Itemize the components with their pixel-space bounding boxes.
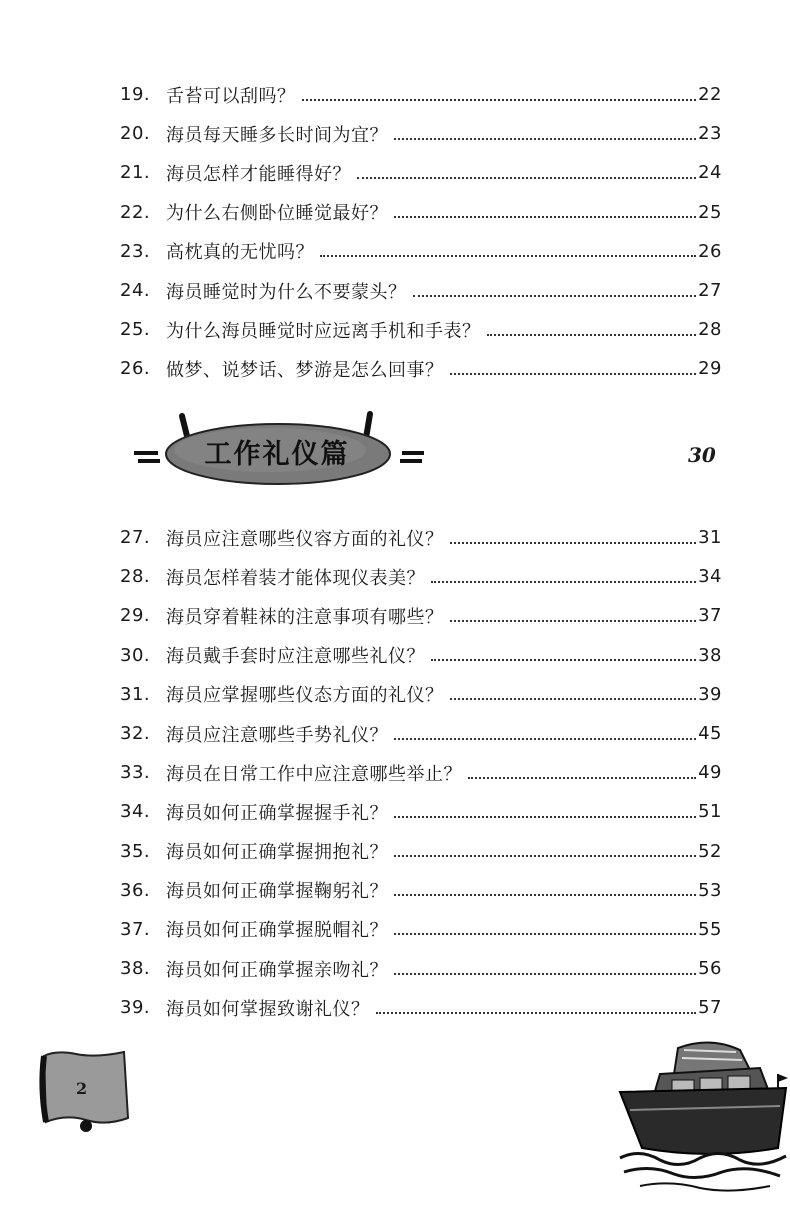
toc-entry-title: 海员睡觉时为什么不要蒙头？ <box>166 281 407 303</box>
toc-entry-number: 37. <box>120 918 151 940</box>
toc-entry-page: 38 <box>698 644 722 666</box>
toc-entry-page: 53 <box>698 879 722 901</box>
section-page-number: 30 <box>688 443 716 467</box>
toc-entry[interactable] <box>120 714 722 753</box>
page-number: 2 <box>76 1079 88 1098</box>
toc-entry[interactable] <box>120 310 722 349</box>
toc-entry-title: 海员怎样才能睡得好？ <box>166 163 351 185</box>
toc-entry-number: 38. <box>120 958 151 980</box>
toc-entry-title: 海员如何正确掌握握手礼？ <box>166 802 388 824</box>
toc-entry[interactable] <box>120 114 722 153</box>
toc-list-top <box>120 75 722 389</box>
toc-entry[interactable] <box>120 596 722 635</box>
dot-leader <box>413 295 697 297</box>
dot-leader <box>431 581 696 583</box>
toc-entry-title: 海员如何正确掌握鞠躬礼？ <box>166 881 388 903</box>
toc-entry-title: 舌苔可以刮吗？ <box>166 85 296 107</box>
toc-entry-page: 27 <box>698 280 722 302</box>
dot-leader <box>394 855 696 857</box>
toc-entry[interactable] <box>120 193 722 232</box>
toc-entry-page: 23 <box>698 123 722 145</box>
toc-entry-page: 49 <box>698 762 722 784</box>
toc-entry-page: 26 <box>698 240 722 262</box>
dot-leader <box>394 933 696 935</box>
toc-entry[interactable] <box>120 153 722 192</box>
boat-icon <box>600 1030 790 1205</box>
toc-entry-number: 20. <box>120 123 151 145</box>
toc-entry-title: 海员应注意哪些手势礼仪？ <box>166 724 388 746</box>
dot-leader <box>376 1012 697 1014</box>
toc-entry-page: 51 <box>698 801 722 823</box>
toc-entry-title: 高枕真的无忧吗？ <box>166 242 314 264</box>
dot-leader <box>394 816 696 818</box>
toc-entry-number: 26. <box>120 358 151 380</box>
toc-entry[interactable] <box>120 636 722 675</box>
toc-entry-title: 海员如何掌握致谢礼仪？ <box>166 998 370 1020</box>
toc-entry[interactable] <box>120 910 722 949</box>
toc-entry-title: 海员怎样着装才能体现仪表美？ <box>166 567 425 589</box>
dot-leader <box>487 334 697 336</box>
toc-entry[interactable] <box>120 518 722 557</box>
toc-entry-title: 海员如何正确掌握脱帽礼？ <box>166 920 388 942</box>
toc-entry[interactable] <box>120 557 722 596</box>
dot-leader <box>320 255 696 257</box>
toc-entry[interactable] <box>120 988 722 1027</box>
toc-entry-title: 海员如何正确掌握拥抱礼？ <box>166 842 388 864</box>
boat-illustration <box>600 1030 790 1205</box>
toc-entry-title: 海员戴手套时应注意哪些礼仪？ <box>166 646 425 668</box>
toc-entry-page: 52 <box>698 840 722 862</box>
dot-leader <box>394 973 696 975</box>
toc-entry-title: 为什么海员睡觉时应远离手机和手表？ <box>166 320 481 342</box>
section-title: 工作礼仪篇 <box>204 439 350 470</box>
dot-leader <box>431 659 696 661</box>
toc-entry-number: 23. <box>120 240 151 262</box>
toc-entry[interactable] <box>120 232 722 271</box>
toc-entry-number: 33. <box>120 762 151 784</box>
dot-leader <box>357 177 696 179</box>
toc-entry-title: 海员在日常工作中应注意哪些举止？ <box>166 763 462 785</box>
toc-entry-number: 25. <box>120 319 151 341</box>
toc-entry-number: 24. <box>120 280 151 302</box>
toc-entry-page: 29 <box>698 358 722 380</box>
toc-entry-page: 39 <box>698 683 722 705</box>
toc-entry-number: 34. <box>120 801 151 823</box>
toc-entry-page: 56 <box>698 958 722 980</box>
dot-leader <box>394 894 696 896</box>
dot-leader <box>450 373 697 375</box>
toc-entry-page: 57 <box>698 997 722 1019</box>
toc-entry-number: 29. <box>120 605 151 627</box>
toc-entry-title: 海员应注意哪些仪容方面的礼仪？ <box>166 528 444 550</box>
toc-entry[interactable] <box>120 753 722 792</box>
toc-entry-page: 22 <box>698 84 722 106</box>
toc-entry-number: 31. <box>120 683 151 705</box>
toc-entry[interactable] <box>120 792 722 831</box>
toc-entry-number: 39. <box>120 997 151 1019</box>
toc-entry-page: 24 <box>698 162 722 184</box>
dot-leader <box>394 738 696 740</box>
toc-list-bottom <box>120 518 722 1027</box>
toc-entry-page: 31 <box>698 527 722 549</box>
toc-entry-title: 海员如何正确掌握亲吻礼？ <box>166 959 388 981</box>
toc-entry-page: 34 <box>698 566 722 588</box>
toc-entry-number: 35. <box>120 840 151 862</box>
toc-entry-number: 28. <box>120 566 151 588</box>
dot-leader <box>302 99 697 101</box>
dot-leader <box>394 138 696 140</box>
toc-entry[interactable] <box>120 75 722 114</box>
toc-entry-page: 45 <box>698 723 722 745</box>
dot-leader <box>450 698 697 700</box>
toc-entry[interactable] <box>120 949 722 988</box>
toc-entry-page: 55 <box>698 918 722 940</box>
toc-entry-number: 22. <box>120 201 151 223</box>
dot-leader <box>450 542 697 544</box>
toc-entry-number: 27. <box>120 527 151 549</box>
dot-leader <box>394 216 696 218</box>
dot-leader <box>468 777 696 779</box>
toc-entry[interactable] <box>120 349 722 388</box>
section-banner <box>130 408 430 498</box>
toc-entry-number: 30. <box>120 644 151 666</box>
toc-entry-title: 海员应掌握哪些仪态方面的礼仪？ <box>166 685 444 707</box>
toc-entry-number: 32. <box>120 723 151 745</box>
dot-leader <box>450 620 697 622</box>
toc-entry[interactable] <box>120 675 722 714</box>
toc-entry-page: 37 <box>698 605 722 627</box>
toc-entry[interactable] <box>120 271 722 310</box>
toc-entry-title: 海员穿着鞋袜的注意事项有哪些？ <box>166 606 444 628</box>
toc-entry[interactable] <box>120 832 722 871</box>
toc-entry-number: 19. <box>120 84 151 106</box>
toc-entry[interactable] <box>120 871 722 910</box>
toc-entry-number: 36. <box>120 879 151 901</box>
toc-entry-page: 28 <box>698 319 722 341</box>
toc-entry-title: 海员每天睡多长时间为宜？ <box>166 124 388 146</box>
toc-entry-title: 做梦、说梦话、梦游是怎么回事？ <box>166 359 444 381</box>
toc-entry-page: 25 <box>698 201 722 223</box>
toc-entry-title: 为什么右侧卧位睡觉最好？ <box>166 203 388 225</box>
toc-entry-number: 21. <box>120 162 151 184</box>
